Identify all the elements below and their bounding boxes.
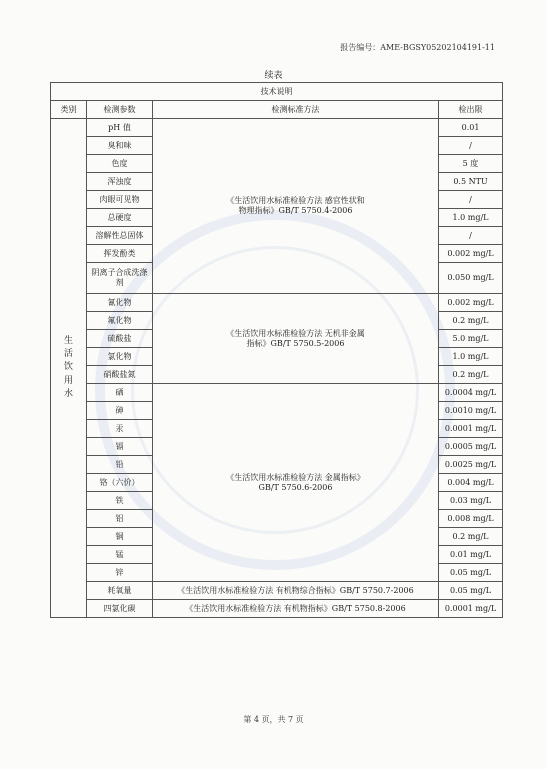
parameter-cell: 铬（六价） [87, 474, 153, 492]
parameter-cell: 四氯化碳 [87, 600, 153, 618]
table-row [51, 294, 503, 312]
method-cell: 《生活饮用水标准检验方法 无机非金属指标》GB/T 5750.5-2006 [153, 294, 439, 384]
parameter-cell: 溶解性总固体 [87, 227, 153, 245]
col-header-category: 类别 [51, 101, 87, 119]
parameter-cell: 氰化物 [87, 294, 153, 312]
limit-cell: 0.0001 mg/L [439, 420, 503, 438]
parameter-cell: 耗氧量 [87, 582, 153, 600]
limit-cell: 0.2 mg/L [439, 312, 503, 330]
table-caption: 技术说明 [51, 83, 503, 101]
parameter-cell: 铅 [87, 456, 153, 474]
limit-cell: 0.004 mg/L [439, 474, 503, 492]
limit-cell: 0.0001 mg/L [439, 600, 503, 618]
parameter-cell: 挥发酚类 [87, 245, 153, 263]
parameter-cell: 锌 [87, 564, 153, 582]
limit-cell: 0.002 mg/L [439, 294, 503, 312]
parameter-cell: 臭和味 [87, 137, 153, 155]
parameter-cell: 铝 [87, 510, 153, 528]
col-header-parameter: 检测参数 [87, 101, 153, 119]
col-header-limit: 检出限 [439, 101, 503, 119]
parameter-cell: 肉眼可见物 [87, 191, 153, 209]
tech-spec-table [50, 82, 503, 618]
limit-cell: 0.002 mg/L [439, 245, 503, 263]
limit-cell: 0.0005 mg/L [439, 438, 503, 456]
limit-cell: 0.05 mg/L [439, 582, 503, 600]
table-caption-row [51, 83, 503, 101]
limit-cell: 5.0 mg/L [439, 330, 503, 348]
limit-cell: 0.0025 mg/L [439, 456, 503, 474]
parameter-cell: 色度 [87, 155, 153, 173]
table-row [51, 600, 503, 618]
limit-cell: 0.2 mg/L [439, 528, 503, 546]
col-header-method: 检测标准方法 [153, 101, 439, 119]
limit-cell: / [439, 227, 503, 245]
parameter-cell: 硝酸盐氮 [87, 366, 153, 384]
limit-cell: 1.0 mg/L [439, 209, 503, 227]
limit-cell: 0.03 mg/L [439, 492, 503, 510]
limit-cell: 5 度 [439, 155, 503, 173]
limit-cell: 0.050 mg/L [439, 263, 503, 294]
parameter-cell: 镉 [87, 438, 153, 456]
category-label: 生活饮用水 [64, 336, 74, 399]
method-cell: 《生活饮用水标准检验方法 有机物综合指标》GB/T 5750.7-2006 [153, 582, 439, 600]
parameter-cell: 硒 [87, 384, 153, 402]
table-header-row [51, 101, 503, 119]
limit-cell: 0.0010 mg/L [439, 402, 503, 420]
limit-cell: 0.0004 mg/L [439, 384, 503, 402]
parameter-cell: 铁 [87, 492, 153, 510]
limit-cell: 0.01 [439, 119, 503, 137]
table-row [51, 582, 503, 600]
continued-title: 续表 [264, 71, 283, 81]
parameter-cell: 阴离子合成洗涤剂 [87, 263, 153, 294]
table-row [51, 384, 503, 402]
report-number: 报告编号：AME-BGSY05202104191-11 [340, 43, 495, 52]
category-cell [51, 119, 87, 618]
parameter-cell: 砷 [87, 402, 153, 420]
table-row [51, 119, 503, 137]
method-cell: 《生活饮用水标准检验方法 感官性状和物理指标》GB/T 5750.4-2006 [153, 119, 439, 294]
parameter-cell: 氟化物 [87, 312, 153, 330]
page-number: 第 4 页，共 7 页 [243, 715, 304, 724]
parameter-cell: 总硬度 [87, 209, 153, 227]
table-body [51, 119, 503, 618]
limit-cell: 0.2 mg/L [439, 366, 503, 384]
parameter-cell: 硫酸盐 [87, 330, 153, 348]
method-cell: 《生活饮用水标准检验方法 有机物指标》GB/T 5750.8-2006 [153, 600, 439, 618]
parameter-cell: 锰 [87, 546, 153, 564]
parameter-cell: 氯化物 [87, 348, 153, 366]
limit-cell: 0.01 mg/L [439, 546, 503, 564]
limit-cell: / [439, 137, 503, 155]
limit-cell: 0.5 NTU [439, 173, 503, 191]
limit-cell: 0.05 mg/L [439, 564, 503, 582]
parameter-cell: 铜 [87, 528, 153, 546]
method-cell: 《生活饮用水标准检验方法 金属指标》GB/T 5750.6-2006 [153, 384, 439, 582]
limit-cell: 0.008 mg/L [439, 510, 503, 528]
limit-cell: 1.0 mg/L [439, 348, 503, 366]
parameter-cell: 浑浊度 [87, 173, 153, 191]
parameter-cell: pH 值 [87, 119, 153, 137]
parameter-cell: 汞 [87, 420, 153, 438]
limit-cell: / [439, 191, 503, 209]
